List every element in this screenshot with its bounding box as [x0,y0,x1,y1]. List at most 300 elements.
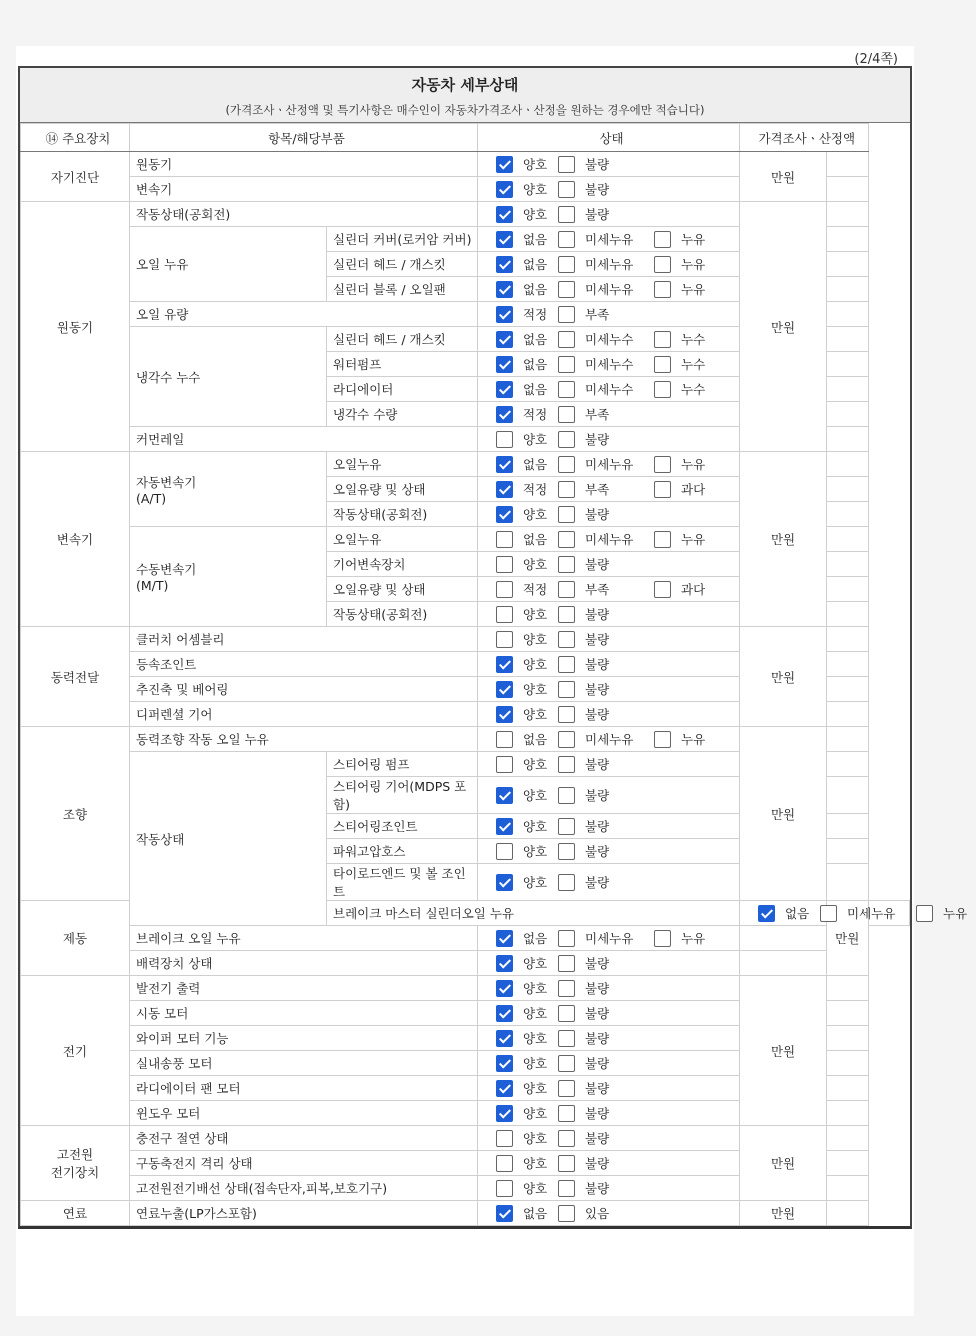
price-unit: 만원 [827,901,868,976]
status-option[interactable] [496,1029,558,1048]
checkbox[interactable] [558,1080,575,1097]
price-value-cell[interactable] [827,627,868,652]
status-option[interactable] [496,1079,558,1098]
price-value-cell[interactable] [827,327,868,352]
checkbox[interactable] [654,281,671,298]
price-value-cell[interactable] [827,976,868,1001]
status-option[interactable] [496,954,558,973]
status-option[interactable] [496,155,558,174]
status-option[interactable] [496,1179,558,1198]
status-option[interactable] [558,730,654,749]
price-value-cell[interactable] [827,302,868,327]
subcategory-cell: 작동상태 [130,752,327,926]
price-value-cell[interactable] [827,377,868,402]
status-option[interactable] [496,405,558,424]
checkbox[interactable] [496,681,513,698]
price-value-cell[interactable] [827,352,868,377]
price-value-cell[interactable] [827,864,868,901]
status-cell [478,864,740,901]
checkbox[interactable] [558,1055,575,1072]
option-label: 미세누유 [585,281,634,297]
checkbox[interactable] [654,231,671,248]
checkbox[interactable] [496,1130,513,1147]
status-option[interactable] [496,280,558,299]
status-option[interactable] [496,330,558,349]
status-option[interactable] [558,530,654,549]
status-option[interactable] [654,330,714,349]
item-label: 등속조인트 [130,652,478,677]
item-label: 고전원전기배선 상태(접속단자,피복,보호기구) [130,1176,478,1201]
item-label: 라디에이터 팬 모터 [130,1076,478,1101]
status-option[interactable] [496,530,558,549]
status-option[interactable] [654,480,714,499]
checkbox[interactable] [558,656,575,673]
checkbox[interactable] [558,356,575,373]
checkbox[interactable] [496,843,513,860]
option-label: 없음 [523,1205,548,1221]
status-option[interactable] [496,380,558,399]
price-value-cell[interactable] [827,177,868,202]
status-option[interactable] [558,979,654,998]
status-option[interactable] [654,355,714,374]
status-option[interactable] [558,355,654,374]
option-label: 불량 [585,431,610,447]
status-option[interactable] [654,530,714,549]
status-option[interactable] [558,405,654,424]
status-option[interactable] [558,929,654,948]
checkbox[interactable] [558,331,575,348]
option-label: 양호 [523,631,548,647]
checkbox[interactable] [496,1105,513,1122]
option-label: 미세누수 [585,381,634,397]
status-option[interactable] [558,180,654,199]
checkbox[interactable] [496,356,513,373]
category-cell: 자기진단 [21,152,130,202]
option-label: 적정 [523,406,548,422]
status-option[interactable] [496,655,558,674]
subcategory-cell: 오일 누유 [130,227,327,302]
status-option[interactable] [496,680,558,699]
price-value-cell[interactable] [827,477,868,502]
status-cell [478,1151,740,1176]
checkbox[interactable] [558,1005,575,1022]
price-value-cell[interactable] [827,552,868,577]
status-option[interactable] [558,705,654,724]
option-label: 불량 [585,980,610,996]
status-option[interactable] [558,305,654,324]
price-value-cell[interactable] [827,839,868,864]
price-value-cell[interactable] [827,677,868,702]
price-value-cell[interactable] [827,1201,868,1226]
checkbox[interactable] [496,481,513,498]
item-label: 실린더 커버(로커암 커버) [327,227,478,252]
status-option[interactable] [496,705,558,724]
status-option[interactable] [558,230,654,249]
status-option[interactable] [496,305,558,324]
category-cell: 변속기 [21,452,130,627]
status-option[interactable] [558,605,654,624]
option-label: 누수 [681,331,706,347]
price-value-cell[interactable] [827,252,868,277]
checkbox[interactable] [558,306,575,323]
checkbox[interactable] [558,930,575,947]
status-option[interactable] [558,1054,654,1073]
status-option[interactable] [496,929,558,948]
price-value-cell[interactable] [827,752,868,777]
checkbox[interactable] [558,581,575,598]
status-option[interactable] [496,1154,558,1173]
status-option[interactable] [558,954,654,973]
option-label: 없음 [523,381,548,397]
checkbox[interactable] [558,531,575,548]
status-option[interactable] [558,1079,654,1098]
price-value-cell[interactable] [827,152,868,177]
status-option[interactable] [916,904,976,923]
status-option[interactable] [654,929,714,948]
status-option[interactable] [558,842,654,861]
checkbox[interactable] [654,356,671,373]
checkbox[interactable] [558,606,575,623]
status-option[interactable] [558,580,654,599]
price-value-cell[interactable] [827,1076,868,1101]
price-value-cell[interactable] [827,1026,868,1051]
price-value-cell[interactable] [827,652,868,677]
checkbox[interactable] [558,1130,575,1147]
status-option[interactable] [558,505,654,524]
checkbox[interactable] [496,331,513,348]
status-option[interactable] [496,1204,558,1223]
checkbox[interactable] [558,1205,575,1222]
status-option[interactable] [558,680,654,699]
checkbox[interactable] [496,506,513,523]
status-option[interactable] [654,280,714,299]
checkbox[interactable] [558,381,575,398]
status-cell [478,976,740,1001]
status-option[interactable] [654,380,714,399]
table-row [21,452,910,477]
status-option[interactable] [558,430,654,449]
checkbox[interactable] [558,506,575,523]
status-option[interactable] [496,842,558,861]
checkbox[interactable] [558,481,575,498]
price-value-cell[interactable] [827,1101,868,1126]
checkbox[interactable] [496,531,513,548]
status-option[interactable] [496,430,558,449]
checkbox[interactable] [496,930,513,947]
checkbox[interactable] [496,1155,513,1172]
status-option[interactable] [558,455,654,474]
status-cell [478,627,740,652]
price-value-cell[interactable] [827,527,868,552]
checkbox[interactable] [496,181,513,198]
status-option[interactable] [496,1104,558,1123]
status-option[interactable] [558,1129,654,1148]
checkbox[interactable] [558,731,575,748]
checkbox[interactable] [558,681,575,698]
checkbox[interactable] [496,581,513,598]
checkbox[interactable] [758,905,775,922]
status-option[interactable] [496,255,558,274]
option-label: 양호 [523,818,548,834]
checkbox[interactable] [496,256,513,273]
checkbox[interactable] [654,381,671,398]
status-cell [478,777,740,814]
checkbox[interactable] [496,656,513,673]
price-value-cell[interactable] [827,277,868,302]
status-option[interactable] [558,873,654,892]
checkbox[interactable] [654,331,671,348]
status-cell [478,752,740,777]
checkbox[interactable] [558,181,575,198]
checkbox[interactable] [558,206,575,223]
status-option[interactable] [654,730,714,749]
price-value-cell[interactable] [827,1151,868,1176]
status-option[interactable] [496,555,558,574]
option-label: 부족 [585,406,610,422]
status-option[interactable] [558,1029,654,1048]
price-value-cell[interactable] [827,502,868,527]
option-label: 양호 [523,1055,548,1071]
title-box [20,68,910,123]
status-cell [478,727,740,752]
checkbox[interactable] [496,1005,513,1022]
checkbox[interactable] [496,874,513,891]
checkbox[interactable] [496,556,513,573]
status-cell [478,302,740,327]
status-option[interactable] [758,904,820,923]
checkbox[interactable] [654,481,671,498]
status-option[interactable] [558,555,654,574]
item-label: 동력조향 작동 오일 누유 [130,727,478,752]
status-option[interactable] [496,580,558,599]
status-option[interactable] [496,1129,558,1148]
option-label: 불량 [585,756,610,772]
checkbox[interactable] [558,1155,575,1172]
checkbox[interactable] [558,156,575,173]
status-cell [478,552,740,577]
checkbox[interactable] [558,874,575,891]
status-option[interactable] [558,630,654,649]
checkbox[interactable] [558,556,575,573]
checkbox[interactable] [496,818,513,835]
checkbox[interactable] [496,206,513,223]
checkbox[interactable] [558,281,575,298]
status-option[interactable] [654,255,714,274]
checkbox[interactable] [558,431,575,448]
price-value-cell[interactable] [827,702,868,727]
checkbox[interactable] [496,706,513,723]
price-value-cell[interactable] [827,1176,868,1201]
option-label: 양호 [523,1155,548,1171]
status-option[interactable] [558,330,654,349]
checkbox[interactable] [496,381,513,398]
price-value-cell[interactable] [827,777,868,814]
price-value-cell[interactable] [827,602,868,627]
checkbox[interactable] [820,905,837,922]
checkbox[interactable] [496,756,513,773]
checkbox[interactable] [558,231,575,248]
item-label: 작동상태(공회전) [327,602,478,627]
item-label: 스티어링 기어(MDPS 포함) [327,777,478,814]
checkbox[interactable] [496,231,513,248]
status-option[interactable] [496,180,558,199]
status-option[interactable] [558,155,654,174]
checkbox[interactable] [496,1030,513,1047]
checkbox[interactable] [558,843,575,860]
item-label: 워터펌프 [327,352,478,377]
item-label: 발전기 출력 [130,976,478,1001]
checkbox[interactable] [654,456,671,473]
status-option[interactable] [496,730,558,749]
checkbox[interactable] [558,980,575,997]
checkbox[interactable] [496,156,513,173]
option-label: 적정 [523,581,548,597]
status-option[interactable] [496,505,558,524]
status-option[interactable] [654,455,714,474]
checkbox[interactable] [558,756,575,773]
item-label: 실내송풍 모터 [130,1051,478,1076]
status-option[interactable] [496,605,558,624]
price-value-cell[interactable] [827,1001,868,1026]
checkbox[interactable] [654,731,671,748]
checkbox[interactable] [496,980,513,997]
checkbox[interactable] [496,1055,513,1072]
price-value-cell[interactable] [827,427,868,452]
status-option[interactable] [558,1204,654,1223]
status-option[interactable] [496,455,558,474]
status-option[interactable] [558,280,654,299]
form-subtitle: (가격조사ㆍ산정액 및 특기사항은 매수인이 자동차가격조사ㆍ산정을 원하는 경우에만 적습니다) [225,103,705,117]
checkbox[interactable] [496,731,513,748]
option-label: 양호 [523,1180,548,1196]
status-cell [478,652,740,677]
checkbox[interactable] [496,431,513,448]
status-option[interactable] [496,630,558,649]
price-value-cell[interactable] [827,727,868,752]
status-option[interactable] [558,1104,654,1123]
checkbox[interactable] [496,606,513,623]
status-cell [478,1026,740,1051]
option-label: 양호 [523,1105,548,1121]
checkbox[interactable] [496,1205,513,1222]
price-value-cell[interactable] [827,1051,868,1076]
status-option[interactable] [558,1179,654,1198]
checkbox[interactable] [558,631,575,648]
checkbox[interactable] [558,706,575,723]
price-value-cell[interactable] [827,577,868,602]
checkbox[interactable] [496,1080,513,1097]
table-row [21,627,910,652]
status-cell [478,352,740,377]
status-option[interactable] [654,230,714,249]
checkbox[interactable] [558,256,575,273]
status-option[interactable] [558,817,654,836]
status-option[interactable] [558,380,654,399]
price-value-cell[interactable] [827,227,868,252]
status-option[interactable] [496,755,558,774]
status-option[interactable] [496,786,558,805]
status-option[interactable] [496,230,558,249]
option-label: 불량 [585,1005,610,1021]
price-value-cell[interactable] [827,1126,868,1151]
checkbox[interactable] [558,1105,575,1122]
status-option[interactable] [496,1054,558,1073]
checkbox[interactable] [654,256,671,273]
item-label: 브레이크 오일 누유 [130,926,478,951]
checkbox[interactable] [558,406,575,423]
price-unit: 만원 [740,976,827,1126]
status-option[interactable] [496,355,558,374]
checkbox[interactable] [558,1030,575,1047]
option-label: 누유 [943,905,968,921]
status-option[interactable] [496,1004,558,1023]
checkbox[interactable] [496,406,513,423]
checkbox[interactable] [496,281,513,298]
status-option[interactable] [558,786,654,805]
status-option[interactable] [496,817,558,836]
price-value-cell[interactable] [827,814,868,839]
status-option[interactable] [496,205,558,224]
price-value-cell[interactable] [827,452,868,477]
status-cell [478,1076,740,1101]
page-number: (2/4쪽) [854,52,898,67]
category-cell: 조향 [21,727,130,901]
header-status: 상태 [478,124,740,152]
status-option[interactable] [496,873,558,892]
status-option[interactable] [558,755,654,774]
checkbox[interactable] [496,955,513,972]
checkbox[interactable] [558,1180,575,1197]
header-item: 항목/해당부품 [130,124,478,152]
checkbox[interactable] [654,581,671,598]
status-option[interactable] [558,1004,654,1023]
option-label: 부족 [585,581,610,597]
option-label: 불량 [585,606,610,622]
option-label: 누수 [681,356,706,372]
option-label: 있음 [585,1205,610,1221]
status-option[interactable] [496,480,558,499]
status-option[interactable] [496,979,558,998]
price-value-cell[interactable] [827,402,868,427]
checkbox[interactable] [654,531,671,548]
checkbox[interactable] [654,930,671,947]
status-cell [478,951,740,976]
price-value-cell[interactable] [827,202,868,227]
status-option[interactable] [558,255,654,274]
checkbox[interactable] [558,818,575,835]
option-label: 미세누유 [585,231,634,247]
option-label: 양호 [523,980,548,996]
status-option[interactable] [558,205,654,224]
checkbox[interactable] [496,456,513,473]
status-option[interactable] [558,480,654,499]
price-value-cell[interactable] [740,926,827,951]
status-option[interactable] [654,580,714,599]
status-option[interactable] [558,1154,654,1173]
checkbox[interactable] [558,955,575,972]
checkbox[interactable] [558,456,575,473]
checkbox[interactable] [496,631,513,648]
price-value-cell[interactable] [740,951,827,976]
status-option[interactable] [558,655,654,674]
checkbox[interactable] [496,787,513,804]
checkbox[interactable] [916,905,933,922]
checkbox[interactable] [558,787,575,804]
checkbox[interactable] [496,1180,513,1197]
checkbox[interactable] [496,306,513,323]
status-option[interactable] [820,904,916,923]
option-label: 누유 [681,731,706,747]
